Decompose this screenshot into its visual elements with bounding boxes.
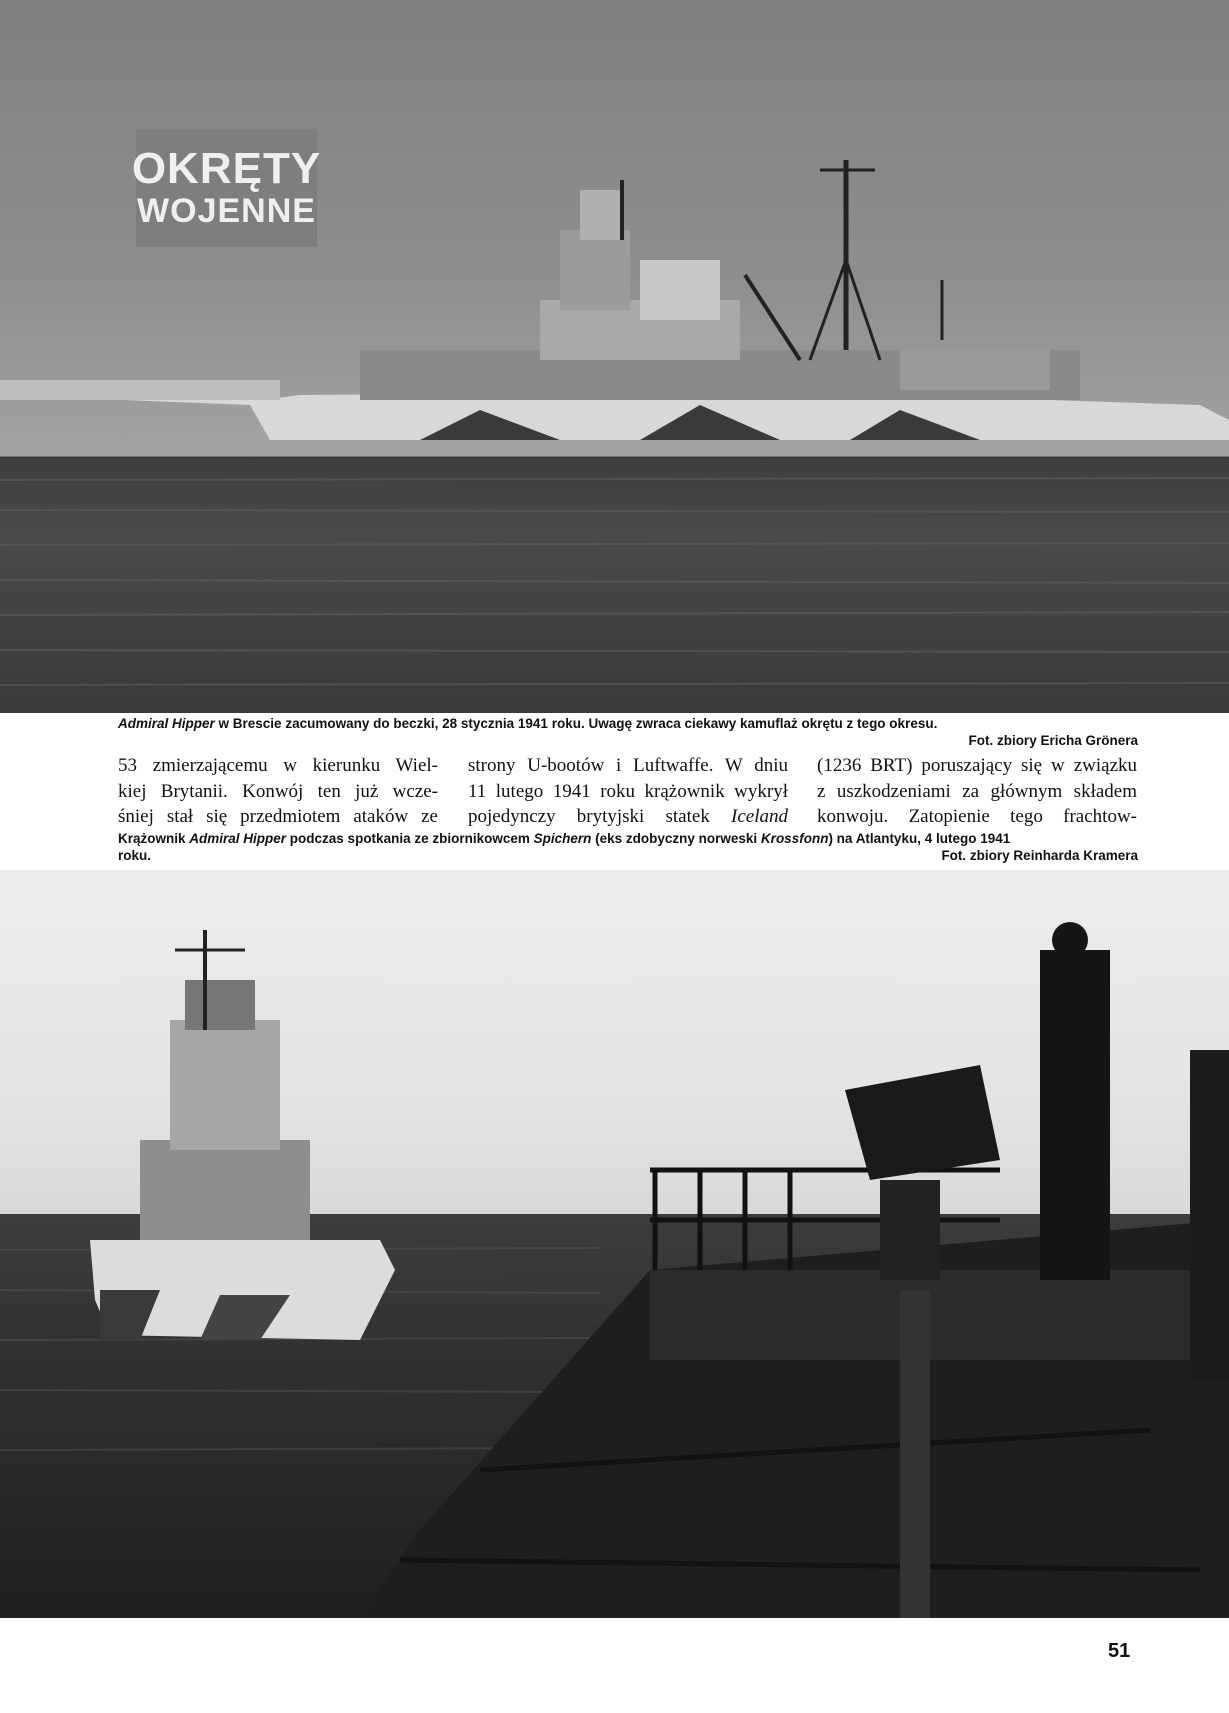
watermark-line2: WOJENNE [137, 192, 316, 230]
caption-description: w Brescie zacumowany do beczki, 28 stycznia 1941 roku. Uwagę zwraca ciekawy kamuflaż okrętu z tego okresu. [214, 716, 938, 731]
text-line: pojedynczy brytyjski statek Iceland [468, 806, 788, 827]
caption-text [118, 830, 1138, 847]
photo-bottom-caption [118, 830, 1138, 864]
text-line: 53 zmierzającemu w kierunku Wiel- [118, 755, 438, 776]
caption-original-name: Krossfonn [760, 831, 829, 846]
caption-last-row [118, 847, 1138, 864]
caption-part: (eks zdobyczny norweski [591, 831, 761, 846]
photo-hipper-meeting-tanker [0, 870, 1229, 1618]
okrety-wojenne-watermark [131, 129, 322, 247]
caption-tanker-name: Spichern [533, 831, 592, 846]
caption-ship-name: Admiral Hipper [118, 716, 215, 731]
caption-ship-name: Admiral Hipper [189, 831, 287, 846]
caption-part: ) na Atlantyku, 4 lutego 1941 [828, 831, 1011, 846]
ship-photo-graphic [0, 0, 1229, 713]
text-line: (1236 BRT) poruszający się w związku [817, 755, 1137, 776]
caption-part: podczas spotkania ze zbiornikowcem [286, 831, 534, 846]
text-line: śniej stał się przedmiotem ataków ze [118, 806, 438, 827]
caption-part: Krążownik [118, 831, 190, 846]
watermark-line1: OKRĘTY [131, 144, 322, 193]
text-column-3 [817, 753, 1137, 830]
caption-text [118, 715, 1138, 732]
text-line: z uszkodzeniami za głównym składem [817, 780, 1137, 802]
page-number: 51 [1108, 1640, 1131, 1662]
photo-top-caption [118, 715, 1138, 749]
photo-credit: Fot. zbiory Ericha Grönera [968, 733, 1138, 748]
text-line: kiej Brytanii. Konwój ten już wcze- [118, 780, 438, 802]
caption-part: roku. [118, 848, 152, 863]
text-line: 11 lutego 1941 roku krążownik wykrył [468, 780, 788, 802]
text-line: konwoju. Zatopienie tego frachtow- [817, 806, 1137, 827]
photo-admiral-hipper-brest [0, 0, 1229, 713]
photo-credit: Fot. zbiory Reinharda Kramera [941, 848, 1138, 863]
ship-photo-graphic [0, 870, 1229, 1618]
text-column-2 [468, 753, 788, 830]
text-line: strony U-bootów i Luftwaffe. W dniu [468, 755, 788, 776]
text-column-1 [118, 753, 438, 830]
